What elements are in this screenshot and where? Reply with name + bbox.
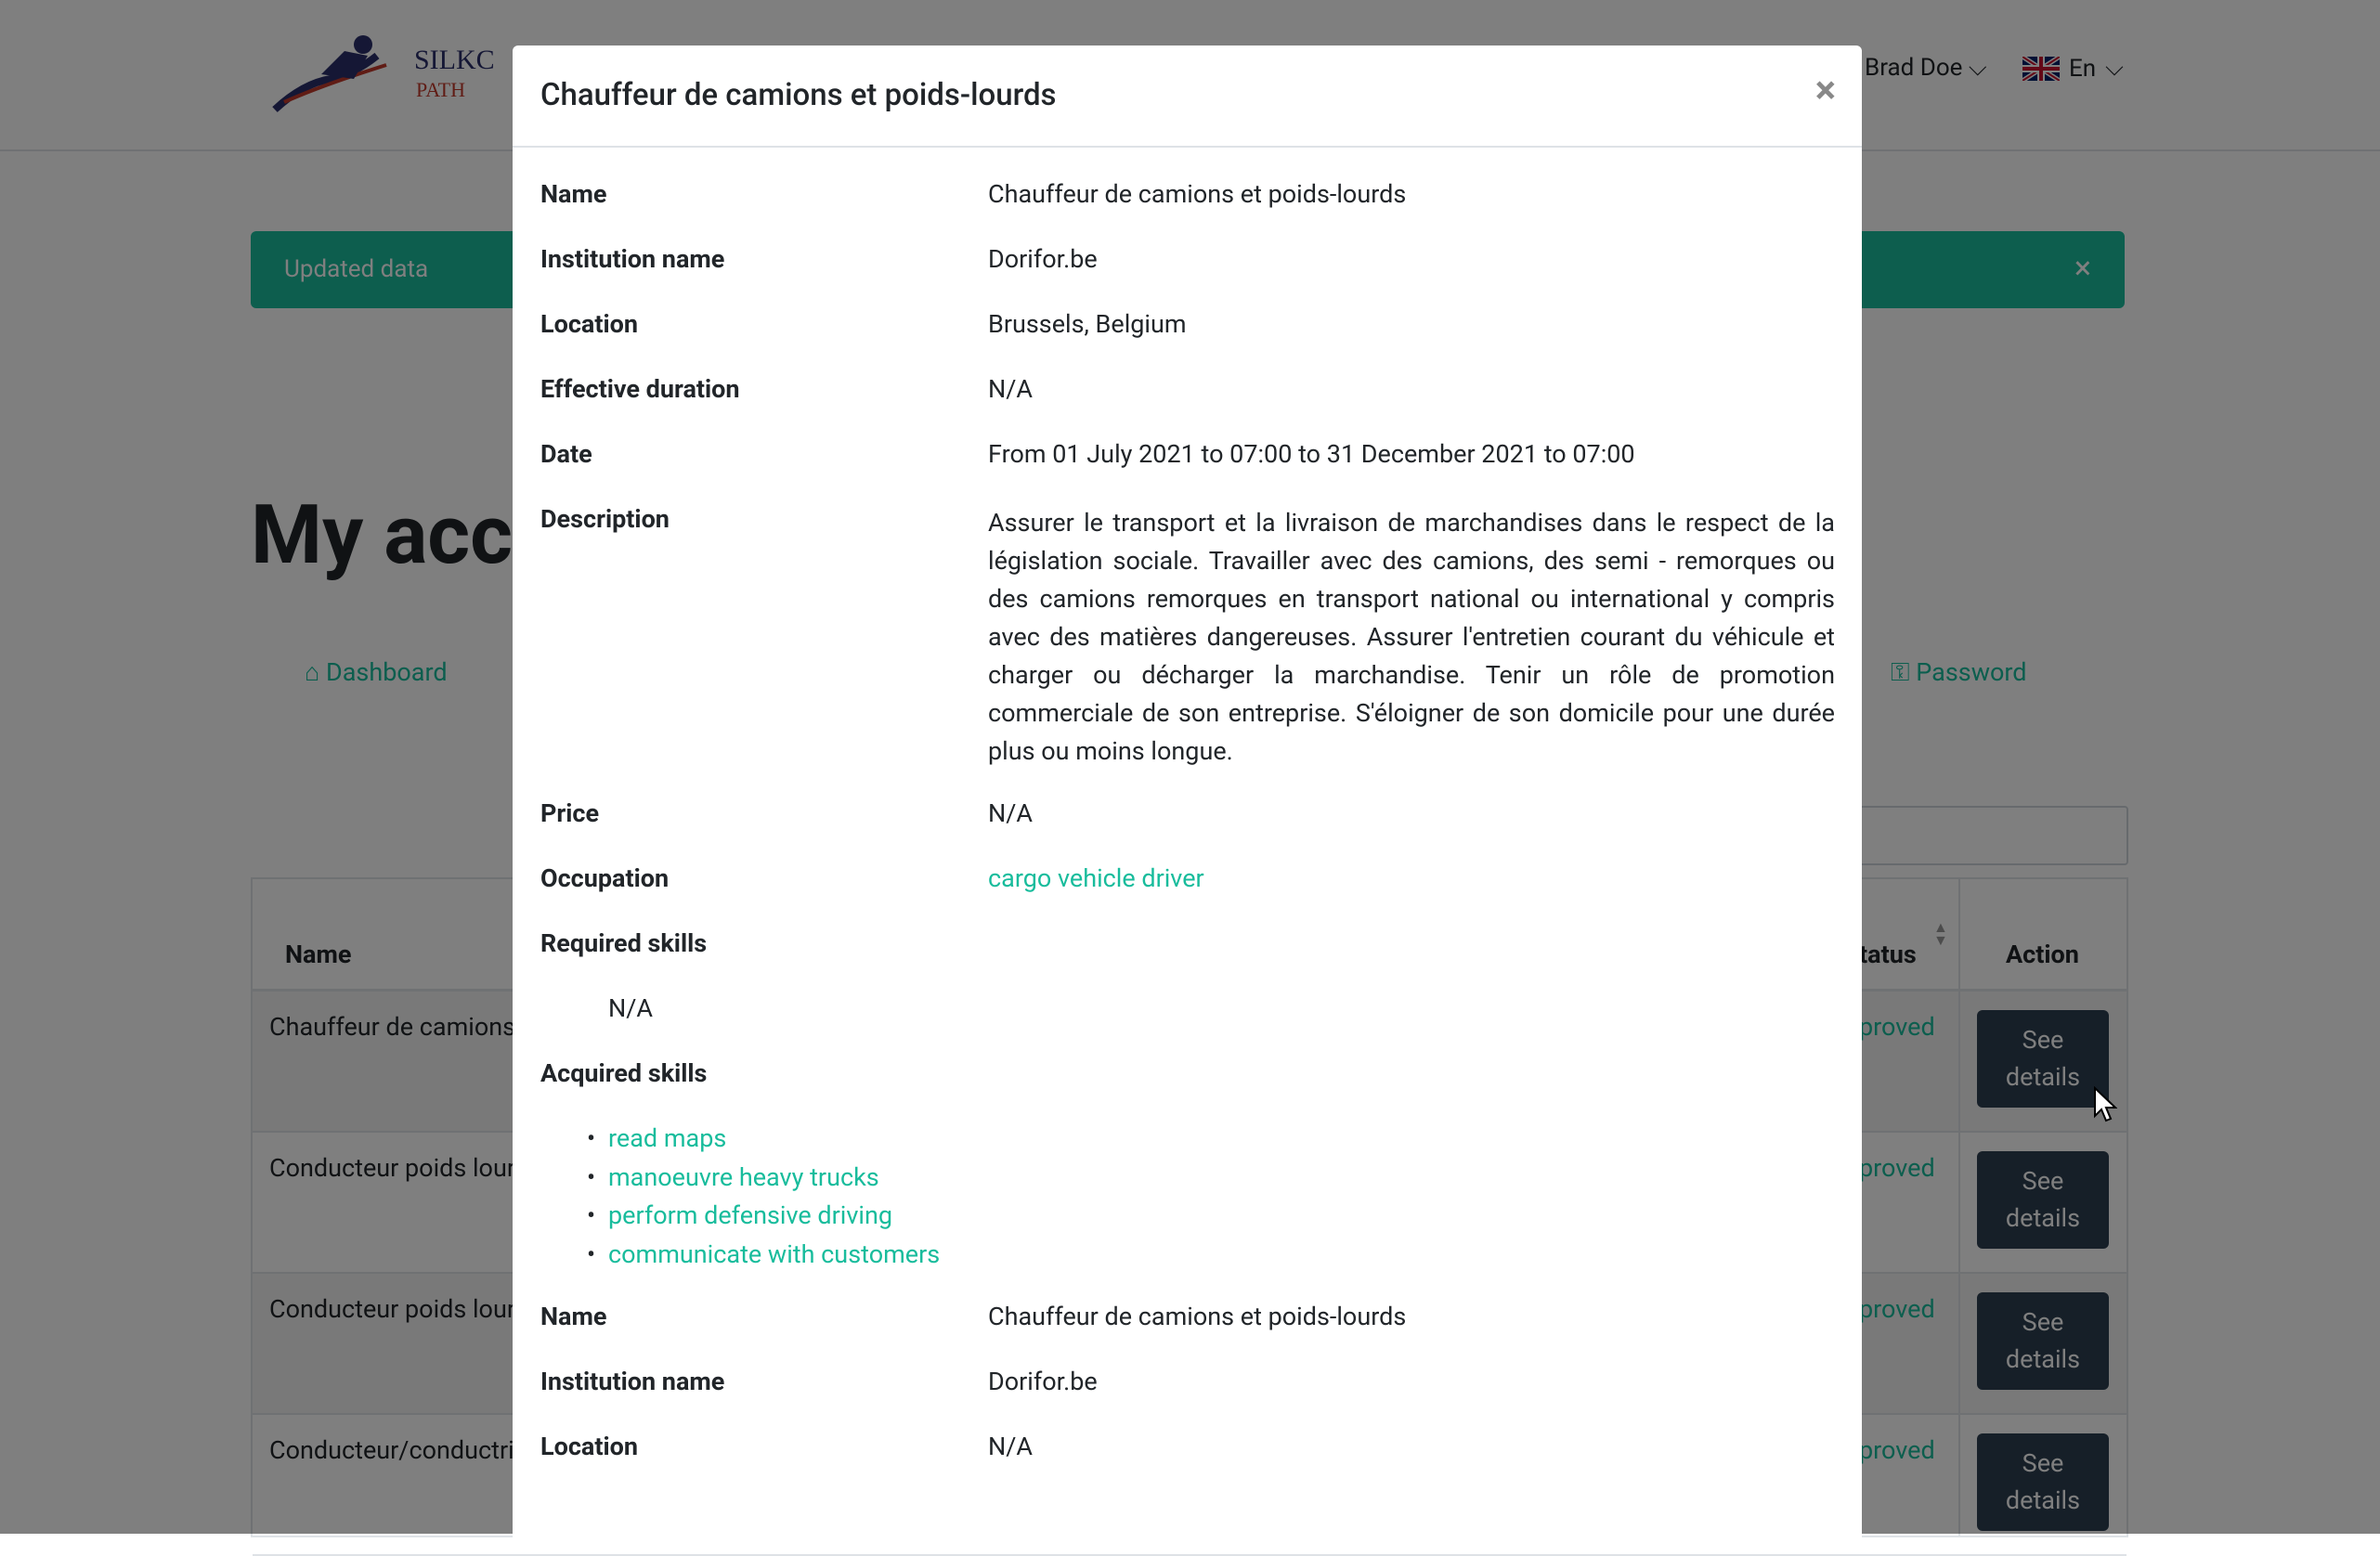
- label-institution: Institution name: [540, 244, 725, 274]
- skill-link[interactable]: communicate with customers: [608, 1238, 941, 1269]
- modal-close-button[interactable]: ×: [1814, 68, 1836, 113]
- list-item: [540, 1239, 940, 1278]
- list-item: [540, 1162, 940, 1201]
- value-location: Brussels, Belgium: [988, 309, 1187, 339]
- occupation-link[interactable]: cargo vehicle driver: [988, 863, 1204, 893]
- value-description: Assurer le transport et la livraison de marchandises dans le respect de la législation sociale. Travailler avec des camions, des semi - remorques ou des camions remorques en transport national ou international y compris avec des matières dangereuses. Assurer l'entretien courant du véhicule et charger ou décharger la marchandise. Tenir un rôle de promotion commerciale de son entreprise. S'éloigner de son domicile pour une durée plus ou moins longue.: [988, 508, 1835, 766]
- training-details-modal: [513, 45, 1862, 1550]
- acquired-skills-list: [540, 1123, 940, 1277]
- label-description: Description: [540, 504, 670, 534]
- value-institution: Dorifor.be: [988, 244, 1098, 274]
- skill-link[interactable]: manoeuvre heavy trucks: [608, 1161, 879, 1192]
- label-date: Date: [540, 439, 592, 469]
- value-name: Chauffeur de camions et poids-lourds: [988, 179, 1407, 209]
- label-name: Name: [540, 179, 607, 209]
- label-price: Price: [540, 798, 600, 828]
- label-acquired-skills: Acquired skills: [540, 1058, 708, 1088]
- value-location-2: N/A: [988, 1432, 1034, 1461]
- mouse-cursor-icon: [2093, 1086, 2117, 1123]
- label-name-2: Name: [540, 1302, 607, 1331]
- list-item: [540, 1123, 940, 1162]
- value-price: N/A: [988, 798, 1034, 828]
- modal-title: Chauffeur de camions et poids-lourds: [540, 77, 1057, 113]
- skill-link[interactable]: read maps: [608, 1123, 727, 1153]
- label-location-2: Location: [540, 1432, 639, 1461]
- label-institution-2: Institution name: [540, 1367, 725, 1396]
- list-item: [540, 1200, 940, 1239]
- label-location: Location: [540, 309, 639, 339]
- value-duration: N/A: [988, 374, 1034, 404]
- label-occupation: Occupation: [540, 863, 670, 893]
- value-required-skills: N/A: [608, 993, 654, 1023]
- modal-header: [513, 45, 1862, 148]
- value-institution-2: Dorifor.be: [988, 1367, 1098, 1396]
- label-required-skills: Required skills: [540, 928, 708, 958]
- value-name-2: Chauffeur de camions et poids-lourds: [988, 1302, 1407, 1331]
- skill-link[interactable]: perform defensive driving: [608, 1200, 893, 1230]
- value-date: From 01 July 2021 to 07:00 to 31 December 2021 to 07:00: [988, 439, 1635, 469]
- label-duration: Effective duration: [540, 374, 740, 404]
